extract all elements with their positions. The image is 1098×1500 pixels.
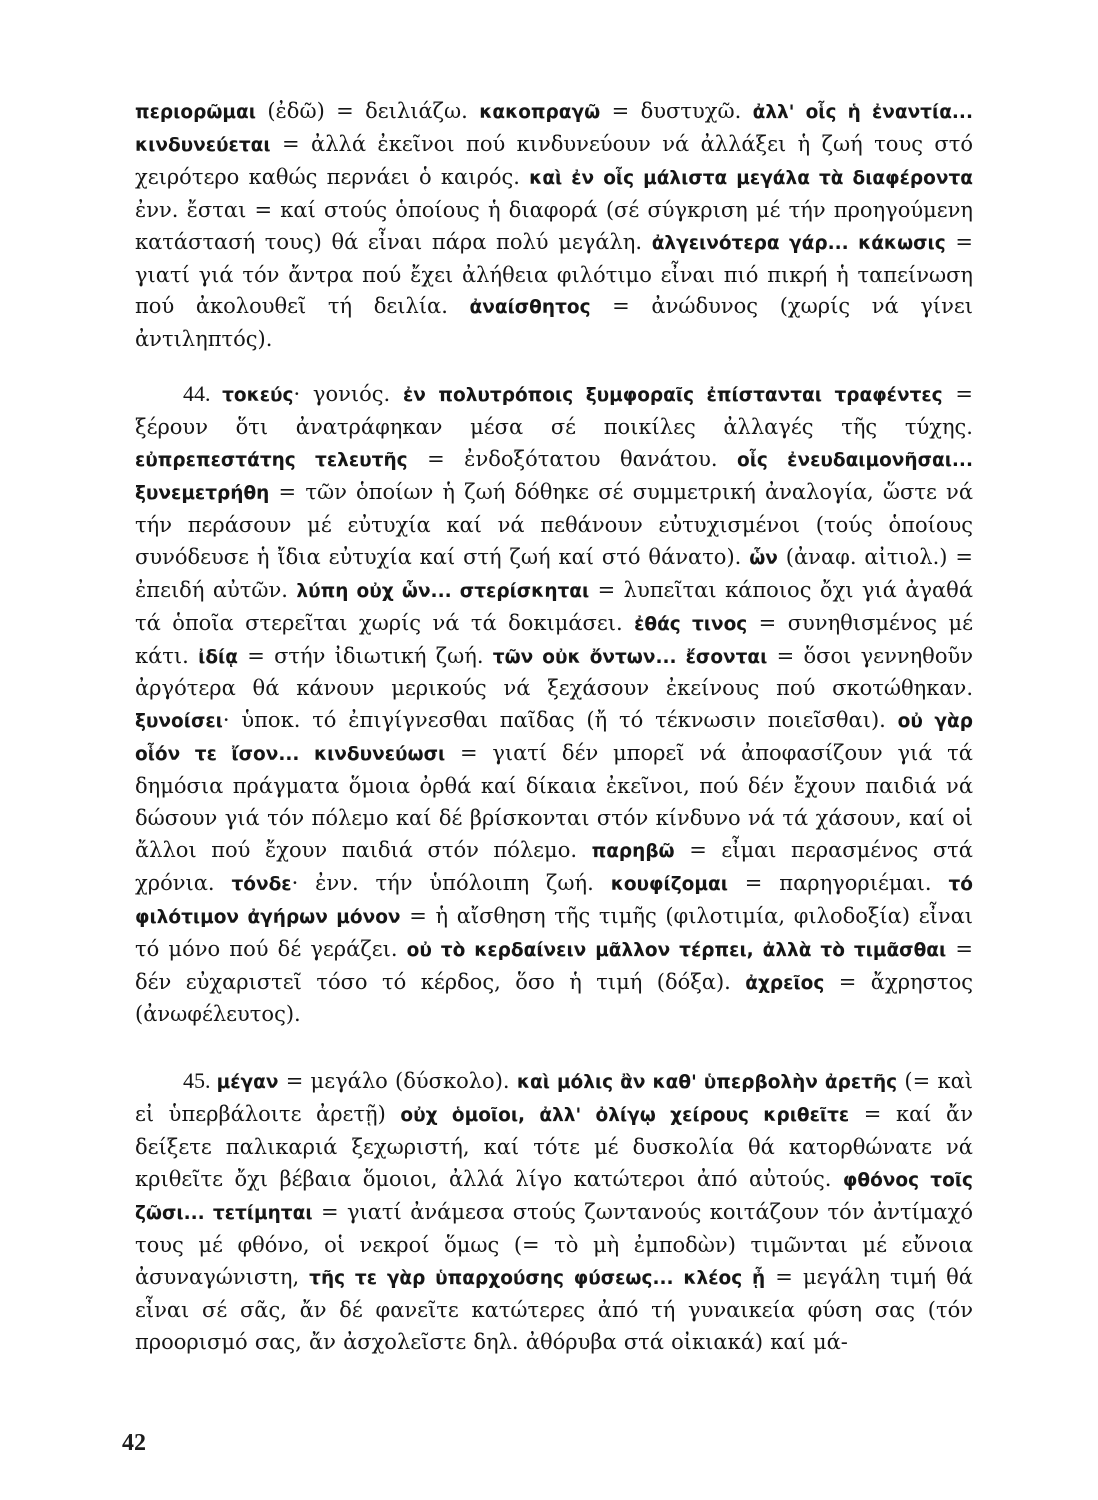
gloss-text: = μεγάλη τιμή θά εἶναι σέ σᾶς, ἄν δέ φανεῖτε κατώτερες ἀπό τή γυναικεία φύση σας (τόν προορισμό σας, ἄν ἀσχολεῖστε δηλ. ἀθόρυβα στά οἰκιακά) καί μά-: [135, 1264, 973, 1354]
lemma-term: ἀλγεινότερα γάρ... κάκωσις: [651, 232, 946, 254]
lemma-term: ξυνοίσει: [135, 711, 223, 733]
gloss-text: = γιατί γιά τόν ἄντρα πού ἔχει ἀλήθεια φιλότιμο εἶναι πιό πικρή ἡ ταπείνωση πού ἀκολουθεῖ τή δειλία.: [135, 229, 973, 319]
gloss-text: = στήν ἰδιωτική ζωή.: [237, 643, 493, 668]
lemma-term: μέγαν: [216, 1072, 279, 1094]
lemma-term: κακοπραγῶ: [479, 102, 601, 123]
gloss-text: = ὅσοι γεννηθοῦν ἀργότερα θά κάνουν μερικούς νά ξεχάσουν ἐκείνους πού σκοτώθηκαν.: [135, 643, 973, 701]
lemma-term: ἀναίσθητος: [469, 297, 591, 319]
paragraph-44: [135, 378, 973, 1031]
lemma-term: κουφίζομαι: [610, 873, 728, 895]
gloss-text: · ἐνν. τήν ὑπόλοιπη ζωή.: [291, 870, 611, 895]
gloss-text: = καί ἄν δείξετε παλικαριά ξεχωριστή, καί τότε μέ δυσκολία θά κατορθώνατε νά κριθεῖτε ὄχι βέβαια ὅμοιοι, ἀλλά λίγο κατώτεροι ἀπό αὐτούς.: [135, 1102, 974, 1192]
lemma-term: οἷς ἐνευδαιμονῆσαι... ξυνεμετρήθη: [135, 450, 973, 504]
lemma-term: ἐν πολυτρόποις ξυμφοραῖς ἐπίστανται τραφέντες: [402, 385, 943, 407]
lemma-term: τοκεύς: [222, 385, 294, 407]
lemma-term: ἐθάς τινος: [634, 613, 748, 635]
paragraph-number: 44.: [183, 381, 223, 407]
lemma-term: τόνδε: [231, 873, 292, 895]
lemma-term: ὧν: [749, 547, 778, 569]
lemma-term: ἀλλ' οἷς ἡ ἐναντία... κινδυνεύεται: [135, 102, 973, 156]
gloss-text: = ξέρουν ὅτι ἀνατράφηκαν μέσα σέ ποικίλες ἀλλαγές τῆς τύχης.: [135, 382, 973, 440]
gloss-text: = παρηγοριέμαι.: [727, 870, 949, 895]
gloss-text: = ἀλλά ἐκεῖνοι πού κινδυνεύουν νά ἀλλάξει ἡ ζωή τους στό χειρότερο καθώς περνάει ὁ καιρός.: [135, 131, 973, 189]
lemma-term: οὐ τὸ κερδαίνειν μᾶλλον τέρπει, ἀλλὰ τὸ τιμᾶσθαι: [406, 939, 947, 961]
page-number: 42: [122, 1430, 146, 1456]
gloss-text: (ἀναφ. αἰτιολ.) = ἐπειδή αὐτῶν.: [135, 544, 973, 602]
gloss-text: = δυστυχῶ.: [600, 99, 753, 123]
gloss-text: ἐνν. ἔσται = καί στούς ὁποίους ἡ διαφορά (σέ σύγκριση μέ τήν προηγούμενη κατάστασή τους) θά εἶναι πάρα πολύ μεγάλη.: [135, 197, 973, 254]
lemma-term: τό φιλότιμον ἀγήρων μόνον: [135, 873, 973, 928]
gloss-text: · γονιός.: [293, 382, 403, 407]
gloss-text: (ἐδῶ) = δειλιάζω.: [255, 99, 480, 123]
paragraph-number: 45.: [183, 1068, 217, 1094]
lemma-term: οὐ γὰρ οἷόν τε ἴσον... κινδυνεύωσι: [135, 711, 973, 766]
lemma-term: ἰδίᾳ: [198, 646, 238, 668]
gloss-text: = ἡ αἴσθηση τῆς τιμῆς (φιλοτιμία, φιλοδοξία) εἶναι τό μόνο πού δέ γεράζει.: [135, 903, 973, 961]
gloss-text: = εἶμαι περασμένος στά χρόνια.: [135, 837, 973, 895]
lemma-term: ἀχρεῖος: [745, 972, 825, 994]
gloss-text: = λυπεῖται κάποιος ὄχι γιά ἀγαθά τά ὁποῖα στερεῖται χωρίς νά τά δοκιμάσει.: [135, 577, 973, 635]
gloss-text: = ἐνδοξότατου θανάτου.: [407, 447, 738, 472]
gloss-text: = γιατί δέν μπορεῖ νά ἀποφασίζουν γιά τά δημόσια πράγματα ὅμοια ὀρθά καί δίκαια ἐκεῖνοι, πού δέν ἔχουν παιδιά νά δώσουν γιά τόν πόλεμο καί δέ βρίσκονται στόν κίνδυνο νά τά χάσουν, καί οἱ ἄλλοι πού ἔχουν παιδιά στόν πόλεμο.: [135, 741, 973, 862]
gloss-text: (= καὶ εἰ ὑπερβάλοιτε ἀρετῇ): [135, 1069, 973, 1127]
gloss-text: = συνηθισμένος μέ κάτι.: [135, 610, 974, 668]
gloss-text: = τῶν ὁποίων ἡ ζωή δόθηκε σέ συμμετρική ἀναλογία, ὥστε νά τήν περάσουν μέ εὐτυχία καί νά πεθάνουν εὐτυχισμένοι (τούς ὁποίους συνόδευσε ἡ ἴδια εὐτυχία καί στή ζωή καί στό θάνατο).: [135, 479, 973, 569]
lemma-term: φθόνος τοῖς ζῶσι... τετίμηται: [135, 1170, 973, 1224]
paragraph-45: [135, 1065, 973, 1358]
gloss-text: · ὑποκ. τό ἐπιγίγνεσθαι παῖδας (ἤ τό τέκνωσιν ποιεῖσθαι).: [222, 708, 898, 733]
lemma-term: καὶ μόλις ἂν καθ' ὑπερβολὴν ἀρετῆς: [516, 1072, 898, 1094]
lemma-term: παρηβῶ: [591, 840, 675, 862]
lemma-term: καὶ ἐν οἷς μάλιστα μεγάλα τὰ διαφέροντα: [529, 167, 973, 189]
gloss-text: = μεγάλο (δύσκολο).: [278, 1069, 517, 1094]
lemma-term: οὐχ ὁμοῖοι, ἀλλ' ὀλίγῳ χείρους κριθεῖτε: [400, 1105, 850, 1127]
gloss-text: = ἀνώδυνος (χωρίς νά γίνει ἀντιληπτός).: [135, 294, 973, 352]
paragraph-43-continuation: [135, 96, 973, 356]
lemma-term: λύπη οὐχ ὧν... στερίσκηται: [296, 580, 590, 602]
gloss-text: = γιατί ἀνάμεσα στούς ζωντανούς κοιτάζουν τόν ἀντίμαχό τους μέ φθόνο, οἱ νεκροί ὅμως (= τὸ μὴ ἐμποδὼν) τιμῶνται μέ εὔνοια ἀσυναγώνιστη,: [135, 1200, 974, 1289]
lemma-term: περιορῶμαι: [135, 102, 256, 123]
gloss-text: = ἄχρηστος (ἀνωφέλευτος).: [135, 969, 973, 1027]
lemma-term: εὐπρεπεστάτης τελευτῆς: [135, 450, 408, 472]
lemma-term: τῶν οὐκ ὄντων... ἔσονται: [492, 646, 768, 668]
lemma-term: τῆς τε γὰρ ὑπαρχούσης φύσεως... κλέος ᾖ: [309, 1267, 766, 1289]
page-text-column: [135, 96, 973, 1476]
gloss-text: = δέν εὐχαριστεῖ τόσο τό κέρδος, ὅσο ἡ τιμή (δόξα).: [135, 936, 973, 994]
